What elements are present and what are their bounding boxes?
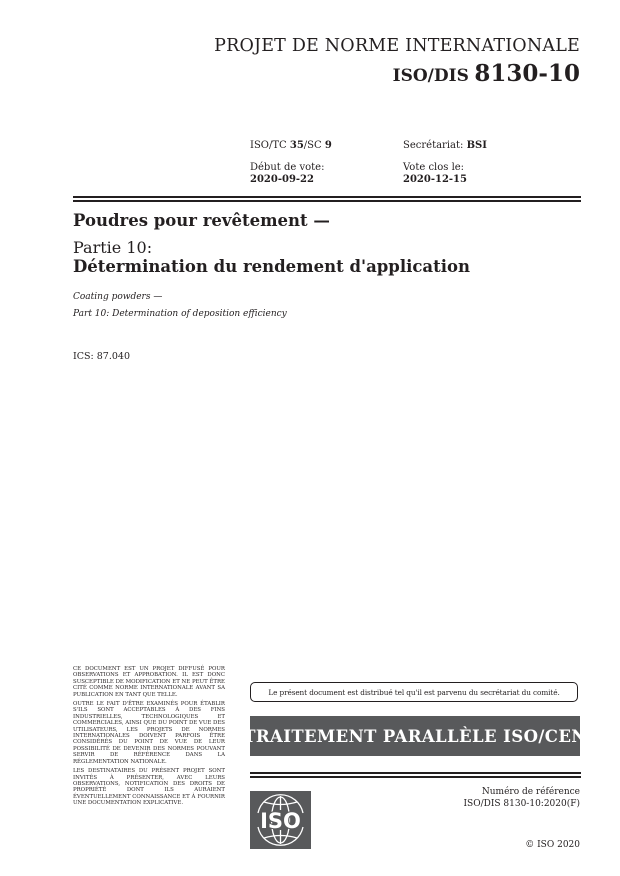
reference-number: 8130-10 [474, 60, 580, 87]
english-part-title: Part 10: Determination of deposition efficiency [73, 309, 287, 319]
ics-code: ICS: 87.040 [73, 351, 130, 362]
disclaimer-paragraph: LES DESTINATAIRES DU PRÉSENT PROJET SONT INVITÉS À PRÉSENTER, AVEC LEURS OBSERVATIONS, NOTIFICATION DES DROITS DE PROPRIÉTÉ DONT ILS AURAIENT ÉVENTUELLEMENT CONNAISSANCE ET À FOURNIR UNE DOCUMENTATION EXPLICATIVE. [73, 768, 225, 807]
secretariat [403, 140, 487, 151]
distribution-note: Le présent document est distribué tel qu'il est parvenu du secrétariat du comité. [250, 682, 578, 702]
iso-logo-text: ISO [260, 809, 301, 833]
copyright: © ISO 2020 [525, 840, 580, 850]
secretariat-label: Secrétariat: [403, 140, 467, 151]
title-rule-top [73, 196, 581, 198]
sc-prefix: /SC [303, 140, 325, 151]
document-reference [393, 60, 580, 87]
vote-start-date: 2020-09-22 [250, 174, 314, 185]
technical-committee [250, 140, 332, 151]
draft-disclaimer [73, 666, 225, 810]
footer-rule-bottom [250, 776, 581, 778]
project-title: PROJET DE NORME INTERNATIONALE [214, 36, 580, 56]
vote-end-label: Vote clos le: [403, 162, 465, 173]
vote-start-label: Début de vote: [250, 162, 325, 173]
secretariat-value: BSI [466, 140, 487, 151]
part-title: Détermination du rendement d'application [73, 257, 471, 276]
part-label: Partie 10: [73, 238, 153, 257]
sc-number: 9 [324, 140, 332, 151]
disclaimer-paragraph: OUTRE LE FAIT D'ÊTRE EXAMINÉS POUR ÉTABLIR S'ILS SONT ACCEPTABLES À DES FINS INDUSTRIELLES, TECHNOLOGIQUES ET COMMERCIALES, AINSI QUE DU POINT DE VUE DES UTILISATEURS, LES PROJETS DE NORMES INTERNATIONALES DOIVENT PARFOIS ÊTRE CONSIDÉRÉS DU POINT DE VUE DE LEUR POSSIBILITÉ DE DEVENIR DES NORMES POUVANT SERVIR DE RÉFÉRENCE DANS LA RÉGLEMENTATION NATIONALE. [73, 701, 225, 765]
tc-number: 35 [289, 140, 304, 151]
disclaimer-paragraph: CE DOCUMENT EST UN PROJET DIFFUSÉ POUR OBSERVATIONS ET APPROBATION. IL EST DONC SUSCEPTIBLE DE MODIFICATION ET NE PEUT ÊTRE CITÉ COMME NORME INTERNATIONALE AVANT SA PUBLICATION EN TANT QUE TELLE. [73, 666, 225, 698]
vote-end-date: 2020-12-15 [403, 174, 467, 185]
document-title: Poudres pour revêtement — [73, 211, 330, 230]
reference-prefix: ISO/DIS [392, 66, 469, 86]
reference-code: ISO/DIS 8130-10:2020(F) [463, 799, 580, 809]
tc-prefix: ISO/TC [250, 140, 290, 151]
parallel-processing-banner: TRAITEMENT PARALLÈLE ISO/CEN [250, 716, 580, 756]
reference-number-label: Numéro de référence [481, 787, 580, 797]
footer-rule-top [250, 772, 581, 774]
english-title: Coating powders — [73, 292, 163, 302]
title-rule-bottom [73, 200, 581, 202]
iso-logo [250, 791, 311, 849]
